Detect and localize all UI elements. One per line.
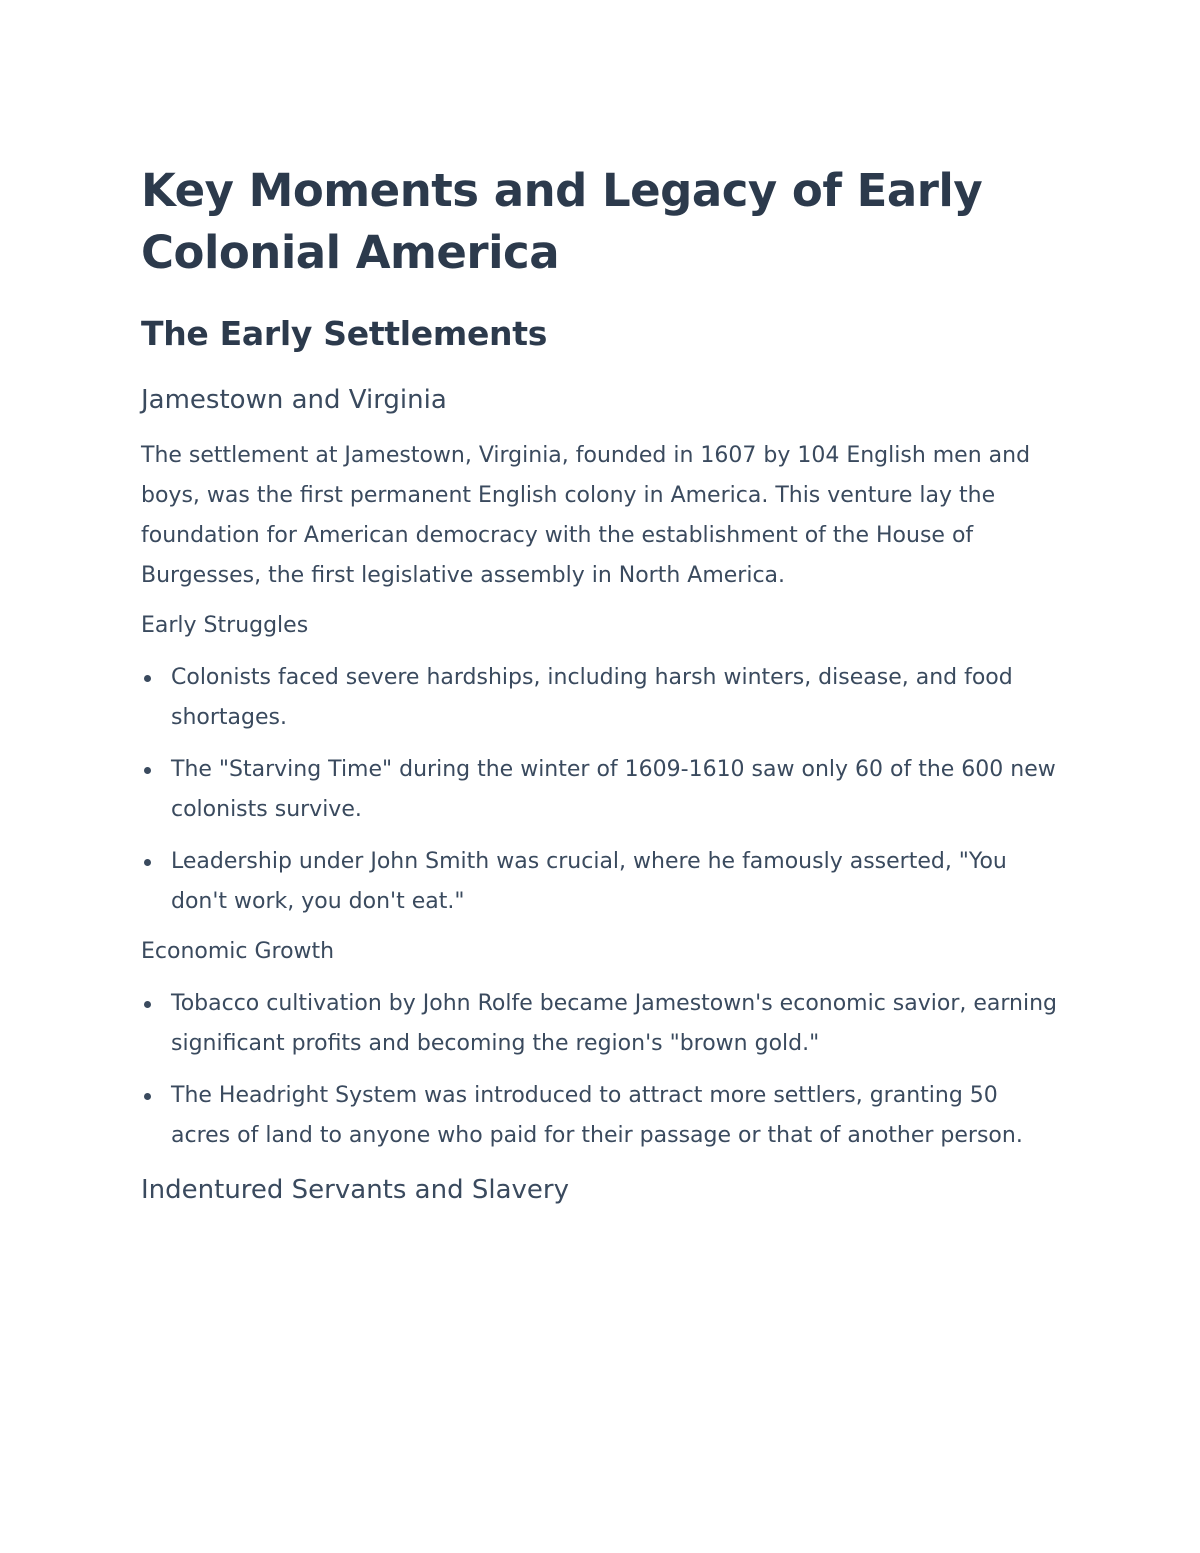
- list-item-text: Leadership under John Smith was crucial, where he famously asserted, "You don't work, you don't eat.": [171, 849, 1007, 914]
- group-heading-economic-growth: Economic Growth: [141, 939, 335, 964]
- bullet-dot-icon: [144, 1093, 151, 1100]
- subsection-heading-indentured-servants: Indentured Servants and Slavery: [141, 1175, 569, 1205]
- bullet-dot-icon: [144, 1001, 151, 1008]
- document-page: [141, 160, 1061, 1208]
- list-item-text: Colonists faced severe hardships, including harsh winters, disease, and food shortages.: [171, 665, 1013, 730]
- group-heading-early-struggles: Early Struggles: [141, 613, 309, 638]
- economic-growth-list: [141, 984, 1061, 1156]
- subsection-heading-jamestown: Jamestown and Virginia: [141, 385, 447, 415]
- list-item-text: The Headright System was introduced to attract more settlers, granting 50 acres of land to anyone who paid for their passage or that of another person.: [171, 1083, 1023, 1148]
- list-item-text: The "Starving Time" during the winter of 1609-1610 saw only 60 of the 600 new colonists survive.: [171, 757, 1056, 822]
- section-title: The Early Settlements: [141, 314, 548, 353]
- document-title: Key Moments and Legacy of Early Colonial America: [141, 164, 983, 279]
- list-item: [141, 1076, 1061, 1156]
- jamestown-paragraph: The settlement at Jamestown, Virginia, founded in 1607 by 104 English men and boys, was the first permanent English colony in America. This venture lay the foundation for American democracy with the establishment of the House of Burgesses, the first legislative assembly in North America.: [141, 443, 1031, 588]
- bullet-dot-icon: [144, 767, 151, 774]
- list-item-text: Tobacco cultivation by John Rolfe became Jamestown's economic savior, earning significant profits and becoming the region's "brown gold.": [171, 991, 1058, 1056]
- list-item: [141, 842, 1061, 922]
- list-item: [141, 750, 1061, 830]
- bullet-dot-icon: [144, 675, 151, 682]
- bullet-dot-icon: [144, 859, 151, 866]
- list-item: [141, 984, 1061, 1064]
- early-struggles-list: [141, 658, 1061, 922]
- list-item: [141, 658, 1061, 738]
